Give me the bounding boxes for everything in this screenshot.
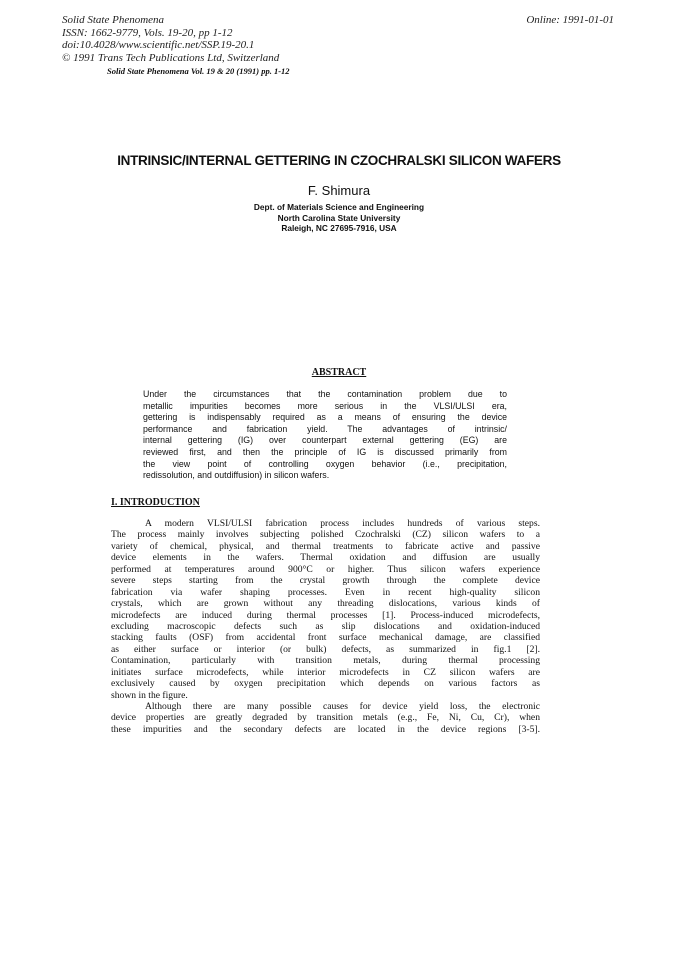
- paragraph-line: fabrication via wafer shaping processes. Even in recent high-quality silicon: [111, 586, 540, 598]
- abstract-line: redissolution, and outdiffusion) in silicon wafers.: [143, 470, 330, 481]
- publication-header: [62, 14, 279, 64]
- abstract-line: reviewed first, and then the principle of IG is discussed primarily from: [143, 446, 507, 457]
- paragraph-line: crystals, which are grown without any threading dislocations, various kinds of: [111, 598, 540, 610]
- paragraph-line: device properties are greatly degraded by transition metals (e.g., Fe, Ni, Cu, Cr), when: [111, 712, 540, 724]
- paragraph-line: The process mainly involves subjecting polished Czochralski (CZ) silicon wafers to a: [111, 529, 540, 541]
- author-name: F. Shimura: [307, 183, 371, 198]
- abstract-line: internal gettering (IG) over counterpart external gettering (EG) are: [143, 435, 507, 446]
- paragraph-line: initiates surface microdefects, while interior microdefects in CZ silicon wafers are: [111, 666, 540, 678]
- abstract-line: the view point of controlling oxygen behavior (i.e., precipitation,: [143, 458, 507, 469]
- introduction-body: [111, 518, 540, 735]
- abstract-body: [143, 389, 507, 482]
- journal-name: Solid State Phenomena: [62, 14, 165, 26]
- paragraph-line: Contamination, particularly with transition metals, during thermal processing: [111, 655, 540, 667]
- abstract-line: Under the circumstances that the contamination problem due to: [143, 389, 507, 399]
- abstract-heading: ABSTRACT: [311, 367, 367, 378]
- online-date: Online: 1991-01-01: [526, 14, 614, 26]
- paragraph-line: performed at temperatures around 900°C or higher. Thus silicon wafers experience: [111, 563, 540, 575]
- copyright-line: © 1991 Trans Tech Publications Ltd, Switzerland: [62, 51, 280, 64]
- paragraph-line: severe steps starting from the crystal growth through the complete device: [111, 575, 540, 587]
- paragraph-line: as either surface or interior (or bulk) defects, as summarized in fig.1 [2].: [111, 643, 540, 655]
- paragraph-line: microdefects are induced during thermal processes [1]. Process-induced microdefects,: [111, 609, 540, 621]
- paragraph-line: shown in the figure.: [111, 689, 188, 701]
- doi-line: doi:10.4028/www.scientific.net/SSP.19-20.1: [62, 39, 255, 51]
- paragraph-line: excluding macroscopic defects such as slip dislocations and oxidation-induced: [111, 620, 540, 632]
- affiliation-block: [0, 202, 678, 234]
- issn-line: ISSN: 1662-9779, Vols. 19-20, pp 1-12: [62, 26, 233, 39]
- paragraph-line: stacking faults (OSF) from accidental front surface mechanical damage, are classified: [111, 632, 540, 644]
- paragraph-line: device elements in the wafers. Thermal oxidation and diffusion are usually: [111, 552, 540, 564]
- paragraph-line: variety of chemical, physical, and thermal treatments to fabricate active and passive: [111, 540, 540, 552]
- affiliation-line: North Carolina State University: [277, 212, 401, 223]
- abstract-line: performance and fabrication yield. The advantages of intrinsic/: [143, 423, 507, 434]
- abstract-line: gettering is indispensably required as a means of ensuring the device: [143, 412, 507, 423]
- journal-reference: Solid State Phenomena Vol. 19 & 20 (1991) pp. 1-12: [107, 66, 290, 76]
- paper-title: INTRINSIC/INTERNAL GETTERING IN CZOCHRALSKI SILICON WAFERS: [117, 153, 561, 168]
- paragraph-line: exclusively caused by oxygen precipitation which depends on various factors as: [111, 678, 540, 690]
- abstract-line: metallic impurities becomes more serious in the VLSI/ULSI era,: [143, 400, 507, 411]
- affiliation-line: Raleigh, NC 27695-7916, USA: [281, 223, 397, 233]
- paragraph-line: Although there are many possible causes for device yield loss, the electronic: [145, 701, 540, 712]
- paragraph-line: A modern VLSI/ULSI fabrication process includes hundreds of various steps.: [145, 518, 540, 529]
- paragraph-line: these impurities and the secondary defects are located in the device regions [3-5].: [111, 723, 540, 735]
- affiliation-line: Dept. of Materials Science and Engineering: [253, 202, 425, 212]
- section-heading-introduction: I. INTRODUCTION: [111, 497, 200, 508]
